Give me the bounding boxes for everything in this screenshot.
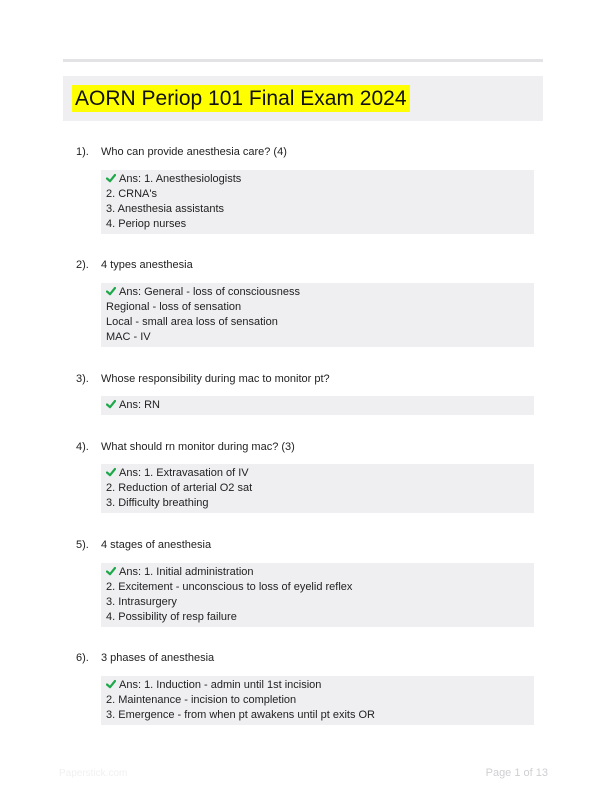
answer-line: 3. Difficulty breathing bbox=[106, 497, 209, 509]
question-number: 4). bbox=[76, 441, 89, 453]
answer-box bbox=[101, 464, 534, 513]
answer-box bbox=[101, 396, 534, 415]
question-number: 2). bbox=[76, 259, 89, 271]
title-bar bbox=[63, 76, 543, 121]
check-icon bbox=[106, 173, 116, 183]
answer-box bbox=[101, 170, 534, 234]
top-rule bbox=[63, 59, 543, 62]
answer-line: 2. Excitement - unconscious to loss of eyelid reflex bbox=[106, 581, 353, 593]
answer-line: 4. Periop nurses bbox=[106, 218, 187, 230]
answer-box bbox=[101, 676, 534, 725]
question-text: 4 types anesthesia bbox=[101, 259, 193, 271]
answer-line: 3. Anesthesia assistants bbox=[106, 203, 225, 215]
question-text: What should rn monitor during mac? (3) bbox=[101, 441, 295, 453]
answer-line: Ans: 1. Initial administration bbox=[106, 565, 534, 580]
question-text: Who can provide anesthesia care? (4) bbox=[101, 146, 287, 158]
check-icon bbox=[106, 679, 116, 689]
question-number: 5). bbox=[76, 539, 89, 551]
question-number: 3). bbox=[76, 373, 89, 385]
answer-line: Ans: 1. Anesthesiologists bbox=[106, 172, 534, 187]
page-number: Page 1 of 13 bbox=[485, 767, 548, 779]
answer-box bbox=[101, 283, 534, 347]
check-icon bbox=[106, 467, 116, 477]
answer-line: MAC - IV bbox=[106, 331, 151, 343]
answer-line: Ans: RN bbox=[106, 398, 534, 413]
answer-line: 3. Intrasurgery bbox=[106, 596, 177, 608]
question-number: 1). bbox=[76, 146, 89, 158]
answer-line: 4. Possibility of resp failure bbox=[106, 611, 237, 623]
answer-box bbox=[101, 563, 534, 627]
answer-line: Ans: 1. Induction - admin until 1st incision bbox=[106, 678, 534, 693]
answer-line: Local - small area loss of sensation bbox=[106, 316, 278, 328]
question-text: Whose responsibility during mac to monitor pt? bbox=[101, 373, 330, 385]
check-icon bbox=[106, 566, 116, 576]
answer-line: 2. Reduction of arterial O2 sat bbox=[106, 482, 253, 494]
answer-line: 2. Maintenance - incision to completion bbox=[106, 694, 297, 706]
check-icon bbox=[106, 399, 116, 409]
answer-line: Regional - loss of sensation bbox=[106, 301, 242, 313]
answer-line: Ans: 1. Extravasation of IV bbox=[106, 466, 534, 481]
question-text: 3 phases of anesthesia bbox=[101, 652, 215, 664]
answer-line: Ans: General - loss of consciousness bbox=[106, 285, 534, 300]
document-title: AORN Periop 101 Final Exam 2024 bbox=[72, 85, 410, 112]
answer-line: 3. Emergence - from when pt awakens until pt exits OR bbox=[106, 709, 376, 721]
answer-line: 2. CRNA's bbox=[106, 188, 157, 200]
check-icon bbox=[106, 286, 116, 296]
footer-watermark: Paperstick.com bbox=[59, 768, 128, 779]
question-text: 4 stages of anesthesia bbox=[101, 539, 212, 551]
question-number: 6). bbox=[76, 652, 89, 664]
